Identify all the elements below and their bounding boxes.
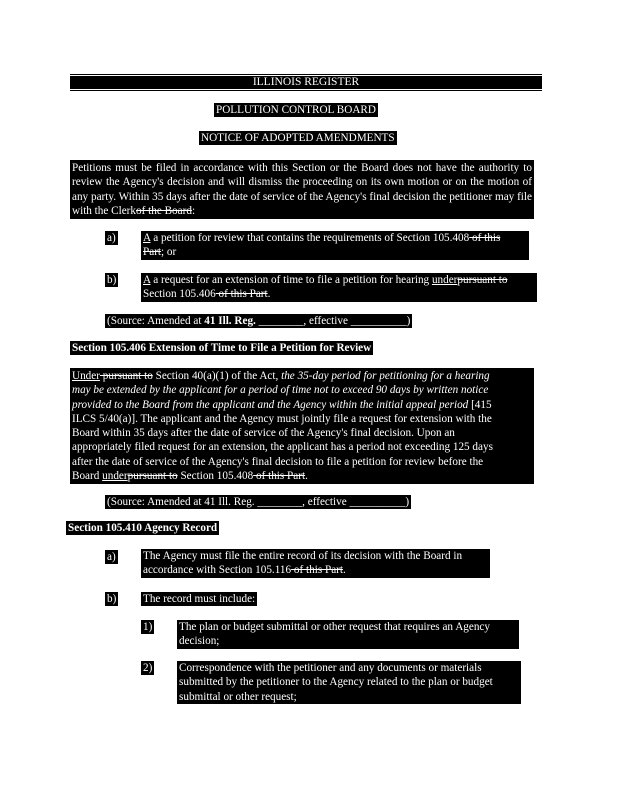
source2-sep: , effective <box>302 496 350 508</box>
item-a-strike2: Part <box>143 246 162 259</box>
header-bottom-rule <box>70 90 542 91</box>
item-b-strike1: pursuant to <box>457 274 508 286</box>
s406-l0-text: Section 40(a)(1) of the Act, <box>152 370 282 382</box>
s410-b2-line3: submittal or other request; <box>179 690 297 703</box>
item-b-line2: Section 105.406 <box>143 288 216 301</box>
intro-strike: of the Board <box>136 204 192 217</box>
s406-l0-ital: the 35-day period for petitioning for a hearing <box>281 370 490 382</box>
s406-l3-text: ILCS 5/40(a)]. The applicant and the Agency must jointly file a request for extension with the <box>72 412 492 425</box>
item-b-end: . <box>267 288 271 301</box>
source2-blank1: ________ <box>257 496 303 508</box>
register-title: ILLINOIS REGISTER <box>70 76 542 89</box>
s406-l4-text: Board within 35 days after the date of service of the Agency's final decision. Upon an <box>72 427 455 440</box>
intro-end: : <box>191 204 196 217</box>
notice-title: NOTICE OF ADOPTED AMENDMENTS <box>201 132 395 144</box>
source1-blank2: __________ <box>350 315 407 327</box>
s406-l7-end: . <box>305 470 308 483</box>
item-a-label: a) <box>107 232 116 244</box>
source1-sep: , effective <box>303 315 351 327</box>
item-b-label: b) <box>107 274 117 286</box>
source1-mid: Ill. Reg. <box>215 315 259 327</box>
s410-a-text <box>141 549 490 578</box>
source2-blank2: __________ <box>349 496 406 508</box>
s410-a-strike: of this Part <box>291 564 343 577</box>
intro-paragraph <box>70 160 534 219</box>
s410-b1-line2: decision; <box>179 635 220 648</box>
source-note-1 <box>105 314 412 328</box>
s410-b1-line1: The plan or budget submittal or other request that requires an Agency <box>179 621 490 633</box>
header-top-rule <box>70 74 542 75</box>
item-a-strike1: of this <box>469 232 501 244</box>
s406-l7-ins: under <box>102 470 128 483</box>
item-a-line2: ; or <box>161 246 177 259</box>
item-a-text <box>141 231 529 260</box>
section-406-heading: Section 105.406 Extension of Time to File a Petition for Review <box>72 342 372 354</box>
s410-b1-label: 1) <box>143 621 153 633</box>
s410-b2-text <box>177 661 521 704</box>
item-a-line1: a petition for review that contains the requirements of Section 105.408 <box>150 232 470 244</box>
s410-b2-line1: Correspondence with the petitioner and any documents or materials <box>179 662 482 674</box>
s406-l7-strike2: of this Part <box>253 470 306 483</box>
source1-end: ) <box>406 315 411 327</box>
s406-l7-pre: Board <box>72 470 103 483</box>
s410-b2-label: 2) <box>143 662 153 674</box>
s406-l0-strike: pursuant to <box>99 370 153 382</box>
s406-l5-text: appropriately filed request for an extension, the applicant has a period not exceeding 125 days <box>72 441 493 454</box>
section-410-heading: Section 105.410 Agency Record <box>68 522 218 534</box>
s406-l0-ins: Under <box>72 370 100 382</box>
source1-pre: (Source: Amended at <box>107 315 205 327</box>
source2-pre: (Source: Amended at 41 Ill. Reg. <box>107 496 258 508</box>
s410-a-label: a) <box>107 551 116 563</box>
s406-l1-ital: may be extended by the applicant for a period of time not to exceed 90 days by written notice <box>72 384 489 397</box>
s406-l2-text: [415 <box>468 398 492 411</box>
item-b-ins2: under <box>431 274 458 286</box>
s410-a-line2: accordance with Section 105.116 <box>143 564 292 577</box>
source-note-2 <box>105 495 411 509</box>
s406-l7-strike: pursuant to <box>127 470 178 483</box>
s410-a-end: . <box>343 564 346 577</box>
item-b-line1: a request for an extension of time to file a petition for hearing <box>150 274 432 286</box>
item-b-strike2: of this Part <box>215 288 268 301</box>
source1-bold: 41 <box>204 315 216 327</box>
item-b-text <box>141 273 537 302</box>
item-a-ins: A <box>143 232 151 244</box>
item-b-ins: A <box>143 274 151 286</box>
s410-b-text: The record must include: <box>143 593 256 605</box>
intro-text: Petitions must be filed in accordance with this Section or the Board does not have the authority to review the Agency's decision and will dismiss the proceeding on its own motion or on the motion of any party. Within 35 days after the date of service of the Agency's final decision the petitioner may file with the Clerk <box>72 162 532 217</box>
s410-a-line1: The Agency must file the entire record of its decision with the Board in <box>143 550 463 562</box>
s406-l2-ital: provided to the Board from the applicant and the Agency within the initial appeal period <box>72 398 469 411</box>
s406-l6-text: after the date of service of the Agency's final decision to file a petition for review before the <box>72 455 484 468</box>
board-title: POLLUTION CONTROL BOARD <box>216 104 376 116</box>
s410-b2-line2: submitted by the petitioner to the Agency related to the plan or budget <box>179 676 493 689</box>
s410-b1-text <box>177 620 519 649</box>
source1-blank1: ________ <box>258 315 304 327</box>
section-406-paragraph <box>70 368 534 484</box>
source2-end: ) <box>405 496 410 508</box>
s406-l7-text: Section 105.408 <box>177 470 254 483</box>
s410-b-label: b) <box>107 593 117 605</box>
